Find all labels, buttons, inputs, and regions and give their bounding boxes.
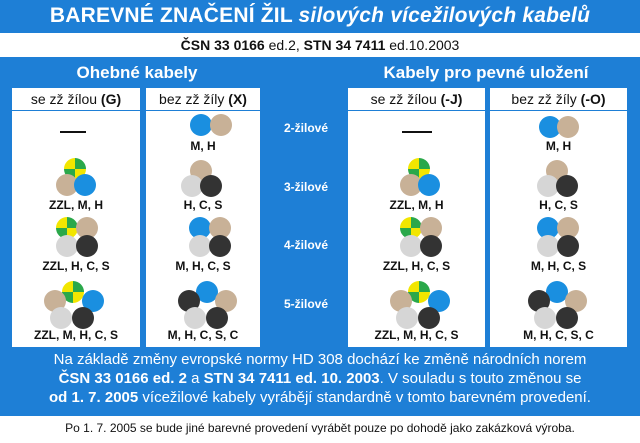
wire-grey bbox=[56, 235, 78, 257]
wire-black bbox=[76, 235, 98, 257]
column-header-code: (-J) bbox=[440, 91, 463, 107]
wire-brown bbox=[210, 114, 232, 136]
footer-paragraph bbox=[0, 350, 640, 407]
footer-standard-csn: ČSN 33 0166 ed. 2 bbox=[58, 370, 187, 387]
standard-stn-edition: ed.10.2003 bbox=[385, 37, 460, 53]
column-divider bbox=[146, 110, 260, 111]
column-divider bbox=[348, 110, 485, 111]
column-header-code: (G) bbox=[100, 91, 122, 107]
wire-grey bbox=[534, 307, 556, 329]
standard-csn: ČSN 33 0166 bbox=[180, 37, 265, 53]
standard-stn: STN 34 7411 bbox=[303, 37, 386, 53]
column-header-o bbox=[490, 91, 627, 107]
wire-black bbox=[200, 175, 222, 197]
wire-blue bbox=[418, 174, 440, 196]
column-header-code: (-O) bbox=[580, 91, 606, 107]
footer-standard-stn: STN 34 7411 ed. 10. 2003 bbox=[203, 370, 380, 387]
wire-code-label: ZZL, H, C, S bbox=[382, 259, 451, 273]
wire-code-label: M, H, C, S bbox=[530, 259, 587, 273]
row-label-3-core: 3-žilové bbox=[283, 180, 328, 194]
column-header-j bbox=[348, 91, 485, 107]
wire-code-label: M, H, C, S, C bbox=[167, 328, 239, 342]
bottom-note: Po 1. 7. 2005 se bude jiné barevné provedení vyrábět pouze po dohodě jako zakázková výroba. bbox=[65, 421, 575, 435]
title-part2: silových vícežilových kabelů bbox=[298, 4, 591, 27]
wire-brown bbox=[557, 116, 579, 138]
wire-code-label: ZZL, H, C, S bbox=[42, 259, 110, 273]
section-fixed-title: Kabely pro pevné uložení bbox=[383, 63, 589, 82]
wire-grey bbox=[184, 307, 206, 329]
wire-code-label: M, H bbox=[545, 139, 572, 153]
wire-black bbox=[557, 235, 579, 257]
wire-grey bbox=[50, 307, 72, 329]
column-header-x bbox=[146, 91, 260, 107]
wire-black bbox=[209, 235, 231, 257]
row-label-2-core: 2-žilové bbox=[283, 121, 328, 135]
wire-code-label: H, C, S bbox=[539, 198, 578, 212]
wire-black bbox=[556, 175, 578, 197]
wire-code-label: H, C, S bbox=[183, 198, 223, 212]
wire-code-label: ZZL, M, H, C, S bbox=[374, 328, 459, 342]
wire-code-label: ZZL, M, H bbox=[389, 198, 444, 212]
column-divider bbox=[12, 110, 140, 111]
wire-blue bbox=[190, 114, 212, 136]
column-header-label: se zž žílou bbox=[30, 91, 101, 107]
wire-black bbox=[206, 307, 228, 329]
column-header-label: bez zž žíly bbox=[511, 91, 581, 107]
footer-line-3 bbox=[0, 388, 640, 407]
no-cable-dash bbox=[402, 131, 432, 133]
title-part1: BAREVNÉ ZNAČENÍ ŽIL bbox=[49, 4, 299, 27]
wire-blue bbox=[74, 174, 96, 196]
column-header-g bbox=[12, 91, 140, 107]
wire-grey bbox=[400, 235, 422, 257]
column-header-label: bez zž žíly bbox=[159, 91, 229, 107]
footer-line-2-rest: . V souladu s touto změnou se bbox=[379, 370, 582, 387]
wire-grey bbox=[537, 235, 559, 257]
column-header-label: se zž žílou bbox=[370, 91, 441, 107]
page-title bbox=[0, 4, 640, 28]
row-label-5-core: 5-žilové bbox=[283, 297, 328, 311]
footer-line-3-rest: vícežilové kabely vyrábějí standardně v tomto barevném provedení. bbox=[138, 389, 591, 406]
column-divider bbox=[490, 110, 627, 111]
wire-black bbox=[72, 307, 94, 329]
row-label-4-core: 4-žilové bbox=[283, 238, 328, 252]
footer-effective-date: od 1. 7. 2005 bbox=[49, 389, 139, 406]
footer-conjunction: a bbox=[186, 370, 204, 387]
footer-line-1: Na základě změny evropské normy HD 308 dochází ke změně národních norem bbox=[53, 351, 587, 368]
column-header-code: (X) bbox=[228, 91, 247, 107]
wire-code-label: M, H bbox=[190, 139, 216, 153]
wire-grey bbox=[396, 307, 418, 329]
footer-line-2 bbox=[0, 369, 640, 388]
standards-text bbox=[0, 37, 640, 53]
wire-black bbox=[418, 307, 440, 329]
wire-grey bbox=[189, 235, 211, 257]
wire-code-label: ZZL, M, H bbox=[49, 198, 103, 212]
no-cable-dash bbox=[60, 131, 86, 133]
standard-csn-edition: ed.2, bbox=[264, 37, 304, 53]
wire-code-label: M, H, C, S bbox=[175, 259, 231, 273]
wire-black bbox=[556, 307, 578, 329]
wire-black bbox=[420, 235, 442, 257]
wire-code-label: M, H, C, S, C bbox=[523, 328, 594, 342]
section-flexible-title: Ohebné kabely bbox=[76, 63, 198, 82]
wire-code-label: ZZL, M, H, C, S bbox=[34, 328, 118, 342]
